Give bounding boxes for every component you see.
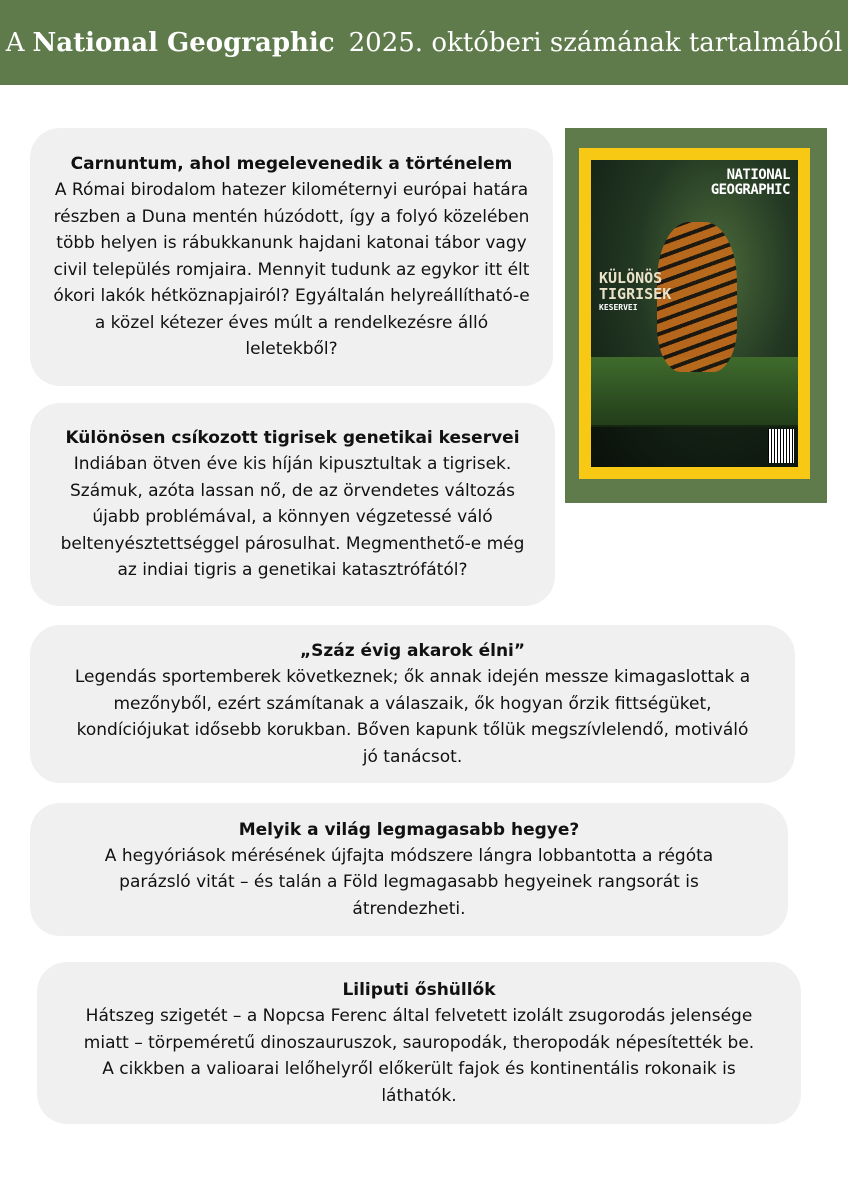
barcode-icon [768,429,794,463]
article-card-highest-mountain [30,803,788,936]
article-card-dinosaurs [37,962,801,1124]
header-brand: National Geographic [32,27,335,58]
cover-feature-title [599,270,671,314]
article-card-tigers [30,403,555,606]
cover-feature-line2: TIGRISEK [599,285,672,303]
cover-name-line1: NATIONAL [726,167,790,183]
article-body: Legendás sportemberek következnek; ők annak idején messze kimagaslottak a mezőnyből, ezért számítanak a válaszaik, ők hogyan őrzik fittségüket, kondíciójukat idősebb korukban. Bőven kapunk tőlük megszívlelendő, motiváló jó tanácsot. [74,667,751,767]
article-card-hundred-years [30,625,795,783]
article-title: Melyik a világ legmagasabb hegye? [238,819,580,840]
cover-feature-line1: KÜLÖNÖS [599,269,663,287]
magazine-cover [579,148,810,479]
article-title: Különösen csíkozott tigrisek genetikai keservei [65,428,520,449]
cover-feature-line3: KESERVEI [599,303,638,312]
header-suffix: 2025. októberi számának tartalmából [348,27,843,58]
article-card-carnuntum [30,128,553,386]
header-prefix: A [5,27,25,58]
page-header [0,0,848,85]
magazine-cover-frame [565,128,827,503]
article-body: A Római birodalom hatezer kilométernyi európai határa részben a Duna mentén húzódott, így a folyó közelében több helyen is rábukkanunk hajdani katonai tábor vagy civil település romjaira. Mennyit tudunk az egykor itt élt ókori lakók hétköznapjairól? Egyáltalán helyreállítható-e a közel kétezer éves múlt a rendelkezésre álló leletekből? [53,180,530,360]
article-body: Hátszeg szigetét – a Nopcsa Ferenc által felvetett izolált zsugorodás jelensége miatt – törpeméretű dinoszauruszok, sauropodák, theropodák népesítették be. A cikkben a valioarai lelőhelyről előkerült fajok és kontinentális rokonaik is láthatók. [83,1006,755,1106]
cover-bottom-teasers [591,425,798,467]
cover-photo [591,160,798,467]
article-title: „Száz évig akarok élni” [299,641,526,661]
article-body: A hegyóriások mérésének újfajta módszere lángra lobbantotta a régóta parázsló vitát – és talán a Föld legmagasabb hegyeinek rangsorát is átrendezheti. [104,845,714,919]
article-title: Liliputi őshüllők [342,980,496,1000]
cover-magazine-name [711,168,790,198]
article-title: Carnuntum, ahol megelevenedik a történelem [70,154,513,175]
cover-name-line2: GEOGRAPHIC [710,182,790,198]
article-body: Indiában ötven éve kis híján kipusztultak a tigrisek. Számuk, azóta lassan nő, de az örvendetes változás újabb problémával, a könnyen végzetessé váló beltenyésztettséggel párosulhat. Megmenthető-e még az indiai tigris a genetikai katasztrófától? [60,454,525,581]
